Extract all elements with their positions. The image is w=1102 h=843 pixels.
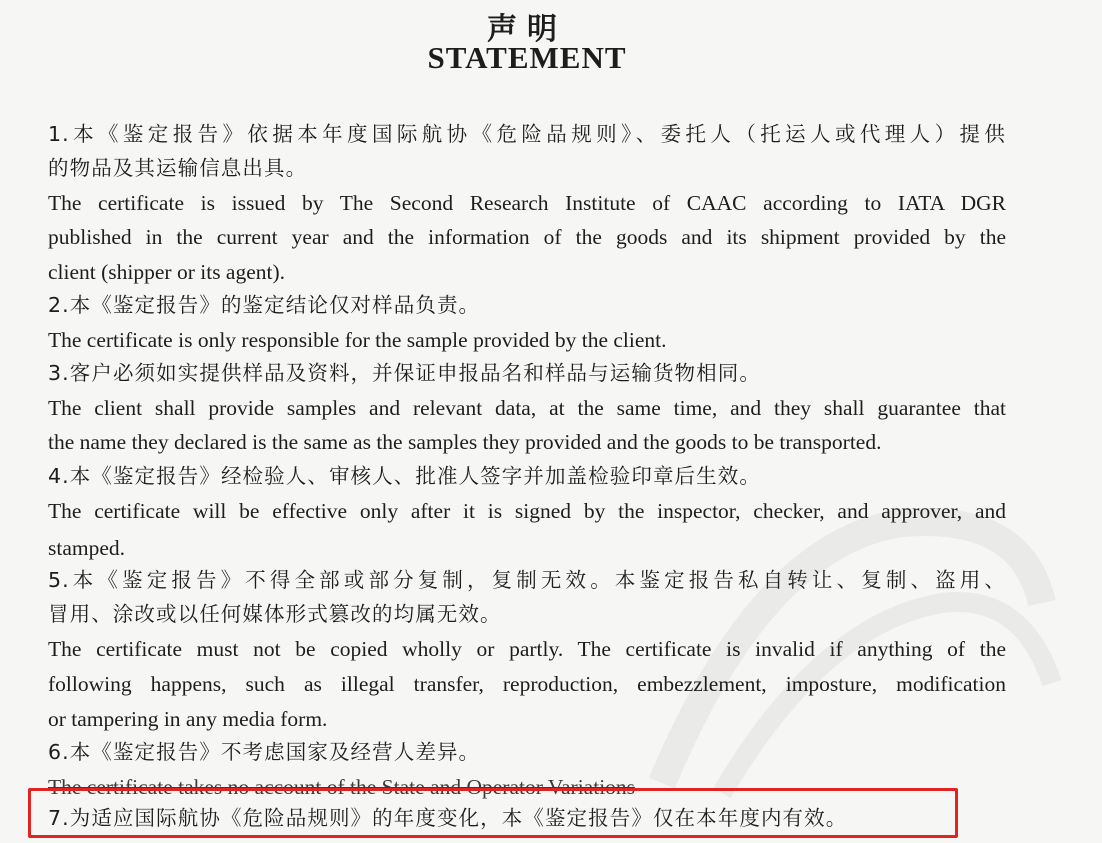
item1-en-line1: The certificate is issued by The Second Research Institute of CAAC according to IATA DGR — [48, 191, 1006, 215]
item2-zh-line1: 2.本《鉴定报告》的鉴定结论仅对样品负责。 — [48, 293, 481, 317]
item5-zh-line1: 5.本《鉴定报告》不得全部或部分复制，复制无效。本鉴定报告私自转让、复制、盗用、 — [48, 568, 1006, 592]
item3-en-line2: the name they declared is the same as the samples they provided and the goods to be transported. — [48, 430, 882, 454]
item1-zh-line1: 1.本《鉴定报告》依据本年度国际航协《危险品规则》、委托人（托运人或代理人）提供 — [48, 122, 1006, 146]
item3-zh-line1: 3.客户必须如实提供样品及资料，并保证申报品名和样品与运输货物相同。 — [48, 361, 761, 385]
item3-en-line1: The client shall provide samples and relevant data, at the same time, and they shall guarantee that — [48, 396, 1006, 420]
item1-zh-line2: 的物品及其运输信息出具。 — [48, 156, 308, 180]
item5-en-line2: following happens, such as illegal transfer, reproduction, embezzlement, imposture, modification — [48, 672, 1006, 696]
item7-zh-line1: 7.为适应国际航协《危险品规则》的年度变化，本《鉴定报告》仅在本年度内有效。 — [48, 806, 848, 830]
page-title-english: STATEMENT — [427, 40, 627, 75]
item1-en-line3: client (shipper or its agent). — [48, 260, 286, 284]
item1-en-line2: published in the current year and the information of the goods and its shipment provided by the — [48, 225, 1006, 249]
item2-en-line1: The certificate is only responsible for the sample provided by the client. — [48, 328, 667, 352]
item4-en-line2: stamped. — [48, 536, 126, 560]
item6-en-line1: The certificate takes no account of the State and Operator Variations — [48, 775, 636, 799]
highlight-box — [28, 788, 958, 838]
item4-zh-line1: 4.本《鉴定报告》经检验人、审核人、批准人签字并加盖检验印章后生效。 — [48, 464, 761, 488]
item5-en-line1: The certificate must not be copied wholly or partly. The certificate is invalid if anything of the — [48, 637, 1006, 661]
item5-zh-line2: 冒用、涂改或以任何媒体形式篡改的均属无效。 — [48, 602, 502, 626]
item5-en-line3: or tampering in any media form. — [48, 707, 328, 731]
item4-en-line1: The certificate will be effective only after it is signed by the inspector, checker, and approver, and — [48, 499, 1006, 523]
item6-zh-line1: 6.本《鉴定报告》不考虑国家及经营人差异。 — [48, 740, 481, 764]
page-title-chinese: 声明 — [487, 12, 567, 47]
